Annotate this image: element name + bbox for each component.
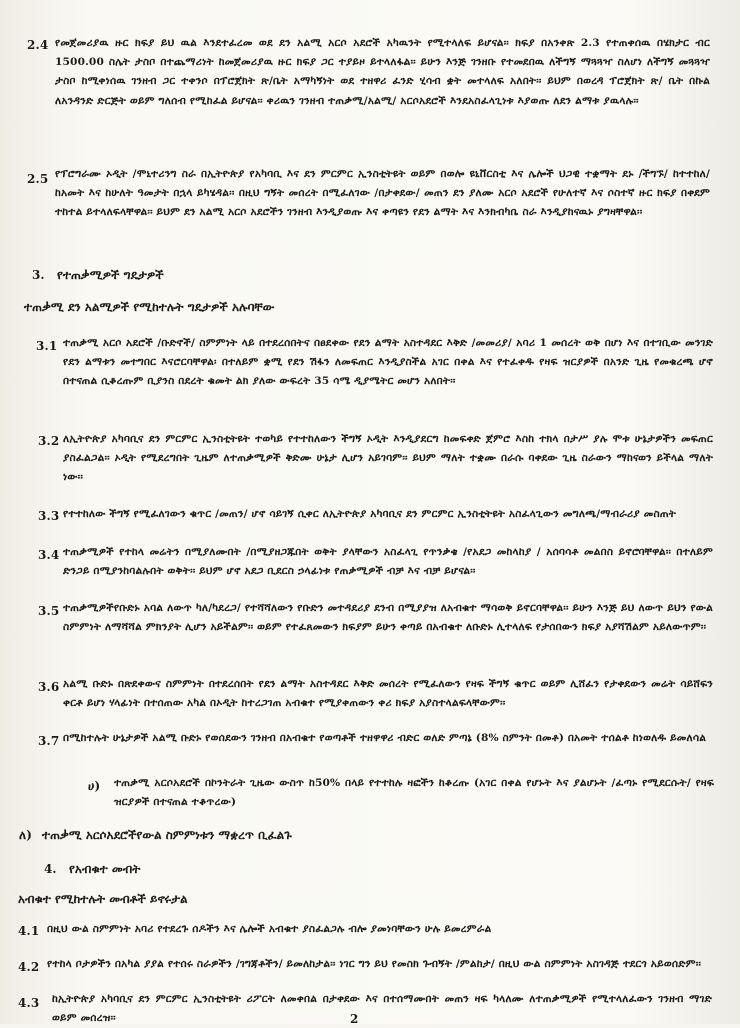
paragraph-text: የፕሮግራሙ ኦዲት /ሞኒተሪንግ ስራ በኢትዮጵያ የአካባቢ እና ደን ምርምር ኢንስቲትዩት ወይም በወሎ ዩኒቨርስቲ እና ሌሎች ህጋዊ ተቋማት ደኑ /ችግኙ/ ከተተከለ/ ከአመት እና ከሁለት ዓመታት በኋላ ይካሄዳል፡፡ በዚህ ግኝት መሰረት በሚፈለገው /በታቀደው/ መጠን ደን ያለሙ አርሶ አደሮች የሁለተኛ እና ሶስተኛ ዙር ክፍያ በቀደም ተከተል ይተላለፍላቸዋል፡፡ ይህም ደን አልሚ አርሶ አደሮችን ገንዘብ እንዲያወጡ እና ቀጣዩን የደን ልማት እና እንክብካቤ ስራ እንዲያከናዉኑ ያግዛቸዋል፡፡ — [55, 168, 710, 219]
paragraph-text: ተጠቃሚ አርሶ አደሮች /ቡድኖች/ ስምምነት ላይ በተደረሰበትና በፀደቀው የደን ልማት አስተዳደር እቅድ /መመሪያ/ አባሪ 1 መሰረት ወቅ በሆነ እና በተገቢው መንገድ የደን ልማቱን መተግበር እናሮርባቸዋል፡ በተለይም ቋሚ የደን ሽፋን ለመፍጠር እንዲያስችል አገር በቀል እና የተፈቀዱ የዛፍ ዝርያዎች በአንድ ጊዜ የመቁረጫ ሆኖ በተናጠል ሲቆረጡም ቢያንስ በደረት ቁመት ልክ ያለው ውፍረት 35 ሳሜ ዲያሜትር መሆን አለበት፡፡ — [63, 337, 713, 388]
section-title: የተጠቃሚዎች ግዴታዎች — [57, 268, 164, 282]
item-number: 3.5 — [38, 604, 60, 618]
paragraph-text: ከኢትዮጵያ አካባቢና ደን ምርምር ኢንስቲትዩት ሪፖርት ለመቀበል በታቀደው እና በተሰማሙበት መጠን ዛፍ ካላለሙ ለተጠቃሚዎች የሚተላለፈውን ገንዘብ ማገድ ወይም መሰረዝ፡፡ — [52, 993, 712, 1025]
item-number: 3.3 — [38, 509, 60, 523]
sub-item-label: ለ) — [19, 828, 33, 842]
section-number: 3. — [32, 268, 45, 282]
paragraph-text: የመጀመሪያዉ ዙር ክፍያ ይህ ዉል እንደተፈረመ ወደ ደን አልሚ አርሶ አደሮች አካዉንት የሚተላለፍ ይሆናል፡፡ ክፍያ በአንቀጽ 2.3 የተጠቀሰዉ በሄክታር ብር 1500.00 ስሌት ታስቦ በተጨማሪነት ከመጀመሪያዉ ዙር ክፍያ ጋር ተያይዞ ይተላለፋል፡፡ ይሁን እንጅ ገንዘቡ የተመደበዉ ለችግኝ ማጓጓዣ ስለሆነ ለችግኝ መጓጓዣ ታስቦ ከሚቀነሰዉ ገንዘብ ጋር ተቀንሶ በፕሮጀክት ጽ/ቤት አማካኝነት ወደ ተዘዋሪ ፈንድ ሂሳብ ቋት መተላለፍ አለበት፡፡ ይህም በወረዳ ፕሮጀክት ጽ/ ቤት በኩል ለአንዳንድ ድርጅት ወይም ግለሰብ የሚከፈል ይሆናል፡፡ ቀሪዉን ገንዘብ ተጠቃሚ/አልሚ/ አርሶአደሮች እንደአስፈላጊነቱ እያወጡ ለደን ልማቱ ያዉላሉ፡፡ — [55, 37, 710, 107]
item-number: 2.4 — [27, 38, 49, 52]
paragraph-text: በሚከተሉት ሁኔታዎች አልሚ ቡድኑ የወሰደውን ገንዘብ በአብቁተ የወጣቶች ተዘዋዋሪ ብድር ወለድ ምጣኔ (8% ስምንት በመቶ) በአመት ተሰልቶ ከነወለዱ ይመለሳል — [63, 732, 707, 744]
item-number: 3.7 — [38, 734, 60, 748]
section-title: የአብቁተ መብት — [69, 862, 141, 876]
paragraph-text: የተከላ ቦታዎችን በአካል ያያል የተሰሩ ስራዎችን /ገግጃቶችን/ ይመለከታል፡፡ ነገር ግን ይህ የመስክ ጉብኝት /ምልከታ/ በዚህ ውል ስምምነት አስገዳጅ ተደርጎ አይወሰድም፡፡ — [47, 958, 702, 970]
item-number: 4.1 — [18, 924, 40, 938]
paragraph-text: ተጠቃሚዎችየቡድኑ አባል ለውጥ ካለ/ካደረጋ/ የተሻሻለውን የቡድን መተዳደሪያ ደንብ በሚያያዝ ለአብቁተ ማሳወቅ ይኖርባቸዋል፡፡ ይሁን እንጅ ይህ ለውጥ ይህን የውል ስምምነት ለማሻሻል ምክንያት ሊሆን አይችልም፡፡ ወይም የተፈጸመውን ክፍያም ይሁን ቀጣይ በአብቁተ ለቡድኑ ሊተላለፍ የታሰበውን ክፍያ አያሻሽልም አይለውጥም፡፡ — [63, 602, 713, 634]
item-number: 3.4 — [38, 548, 60, 562]
paragraph-text: ተጠቃሚዎች የተከላ መሬትን በሚያለሙበት /በሚያዘጋጁበት ወቅት ያላቸውን አስፈላጊ የጥንቃቄ /የአደጋ መከላከያ / አሰባሳቶ መልበስ ይኖሮባቸዋል፡፡ በተለይም ድንጋይ በሚያንከባልሉበት ወቅት፡፡ ይህም ሆኖ አደጋ ቢደርስ ኃላፊነቱ የጠቃሚዎች ብቻ እና ብቻ ይሆናል፡፡ — [63, 546, 713, 578]
page-number: 2 — [350, 1012, 359, 1026]
sub-item-label: ሀ) — [88, 779, 101, 793]
paragraph-text: በዚህ ውል ስምምነት አባሪ የተደረጉ ሰዶችን እና ሌሎች አብቁተ ያስፈልጋሉ ብሎ ያመነባቸውን ሁሉ ይመረምራል — [47, 923, 492, 935]
item-number: 4.3 — [18, 996, 40, 1010]
section-intro: ተጠቃሚ ደን አልሚዎች የሚከተሉት ግዴታዎች አሉባቸው — [24, 300, 275, 314]
section-intro: አብቁተ የሚከተሉት መብቶች ይኖሩታል — [18, 892, 188, 906]
paragraph-text: ለኢትዮጵያ አካባቢና ደን ምርምር ኢንስቲትዩት ተወካይ የተተከለውን ችግኝ ኦዲት እንዲያደርግ ከመፍቀድ ጀምሮ እስከ ተክላ በታሥ ያሉ ሞቱ ሁኔታዎችን መፍጠር ያስፈልጋል፡፡ ኦዲት የሚደረግበት ጊዜም ለተጠቃሚዎች ቅድሙ ሁኔታ ሊሆን አይገባም፡፡ ይህም ማለት ተቋሙ በራሱ ባቀደው ጊዜ ስራውን ማከናወን ይችላል ማለት ነው፡፡ — [63, 433, 713, 484]
item-number: 3.2 — [38, 434, 60, 448]
item-number: 2.5 — [27, 172, 49, 186]
sub-item-text: ተጠቃሚ አርሶአደሮችየውል ስምምነቱን ማቋረጥ ቢፈልጉ — [42, 828, 292, 842]
paragraph-text: አልሚ ቡድኑ በጽደቀውና ስምምነት በተደረሰበት የደን ልማት አስተዳደር እቅድ መሰረት የሚፈለውን የዛፍ ችግኝ ቁጥር ወይም ሊሸፈን የታቀደውን መሬት ሳይሸፍን ቀርቶ ይሆነ ሃላፊነት በተሰጠው አካል በኦዲት ከተረጋገጠ አብቁተ የሚያቀጠውን ቀሪ ክፍያ አያስተላልፍላቸውም፡፡ — [63, 678, 713, 710]
item-number: 3.1 — [36, 339, 58, 353]
section-number: 4. — [44, 862, 57, 876]
paragraph-text: የተተከለው ችግኝ የሚፈለገውን ቁጥር /መጠን/ ሆኖ ሳይገኝ ሲቀር ለኢትዮጵያ አካባቢና ደን ምርምር ኢንስቲትዩት አስፈላጊውን መግለጫ/ማብራሪያ መስጠት — [63, 508, 677, 520]
item-number: 4.2 — [18, 960, 40, 974]
sub-item-text: ተጠቃሚ አርሶአደሮች በኮንትራት ጊዜው ውስጥ ከ50% በላይ የተተከሉ ዛፎችን ከቆረጡ (አገር በቀል የሆኑት እና ያልሆኑት /ፈጣኑ የሚደርሱት/ የዛፍ ዝርያዎች በተናጠል ተቆጥረው) — [114, 777, 714, 809]
item-number: 3.6 — [38, 680, 60, 694]
